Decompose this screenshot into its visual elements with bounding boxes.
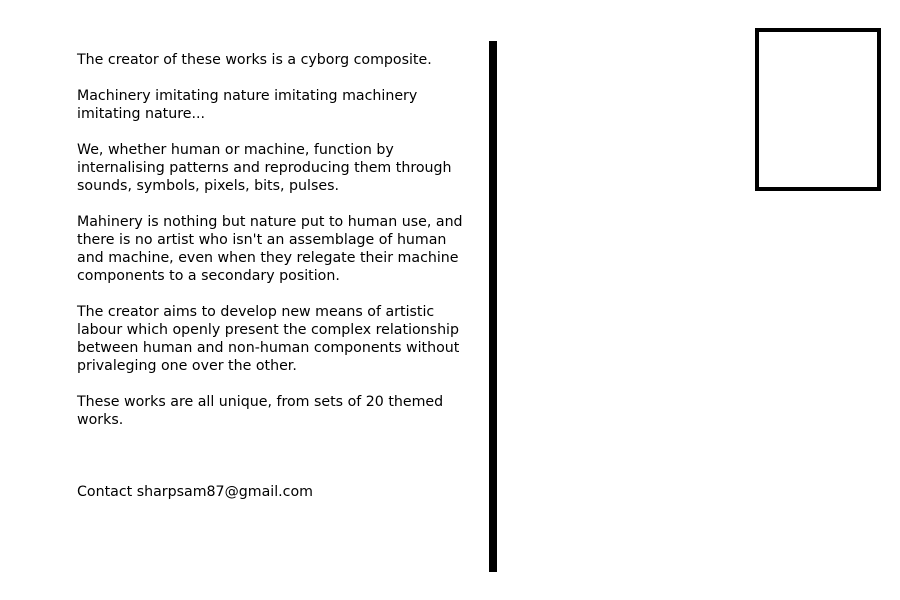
- paragraph-patterns: We, whether human or machine, function by internalising patterns and reproducing them through sounds, symbols, pixels, bits, pulses.: [77, 142, 452, 194]
- contact-line: Contact sharpsam87@gmail.com: [77, 484, 313, 500]
- stamp-box: [755, 28, 881, 191]
- postcard-message: [77, 51, 472, 447]
- paragraph-cyborg: The creator of these works is a cyborg composite.: [77, 52, 432, 68]
- paragraph-aims: The creator aims to develop new means of artistic labour which openly present the complex relationship between human and non-human components without privaleging one over the other.: [77, 304, 460, 374]
- paragraph-machinery: Machinery imitating nature imitating machinery imitating nature...: [77, 88, 418, 122]
- paragraph-unique: These works are all unique, from sets of 20 themed works.: [77, 394, 444, 428]
- postcard-divider: [489, 41, 497, 572]
- paragraph-nature: Mahinery is nothing but nature put to human use, and there is no artist who isn't an assemblage of human and machine, even when they relegate their machine components to a secondary position.: [77, 214, 463, 284]
